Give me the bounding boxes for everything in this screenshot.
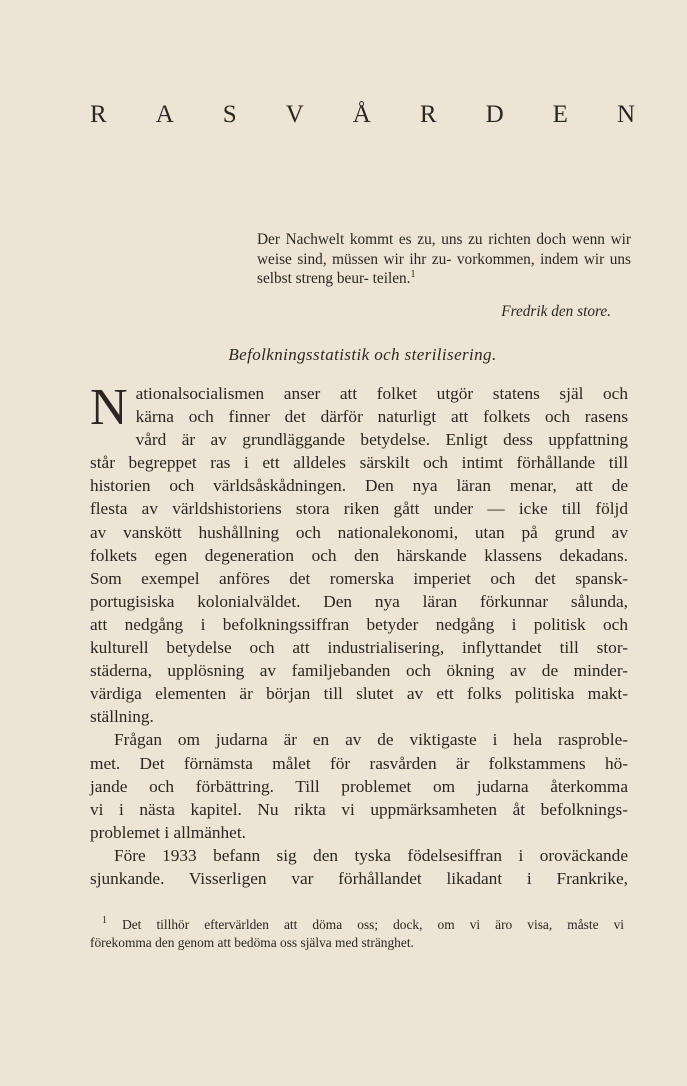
- title-letter: R: [419, 101, 437, 128]
- epigraph-line: teilen.: [372, 270, 411, 288]
- epigraph-line: doch wenn wir weise sind, müssen wir ihr zu-: [257, 231, 631, 268]
- epigraph-quote: [257, 230, 631, 289]
- paragraph-1: [90, 379, 628, 728]
- title-letter: D: [485, 101, 504, 128]
- title-letter: A: [155, 101, 174, 128]
- body-text: [90, 379, 628, 890]
- drop-cap: N: [90, 379, 128, 436]
- text-line: att nedgång i befolkningssiffran betyder nedgång i politisk och: [90, 614, 628, 634]
- footnote-mark: 1: [102, 915, 107, 926]
- text-line: städerna, upplösning av familjebanden och ökning av de minder-: [90, 661, 628, 681]
- section-heading: Befolkningsstatistik och sterilisering.: [228, 345, 497, 364]
- text-line: ställning.: [90, 707, 154, 727]
- footnote-text: Det tillhör eftervärlden att döma oss; dock, om vi äro visa, måste vi: [122, 917, 624, 932]
- text-line: portugisiska kolonialväldet. Den nya läran förkunnar sålunda,: [90, 591, 628, 611]
- title-letter: Å: [352, 101, 371, 128]
- text-line: av vanskött hushållning och nationalekonomi, utan på grund av: [90, 522, 628, 542]
- text-line: sjunkande. Visserligen var förhållandet likadant i Frankrike,: [90, 868, 628, 888]
- epigraph-line: vorkommen, indem wir uns selbst streng beur-: [257, 250, 631, 288]
- text-line: problemet i allmänhet.: [90, 822, 246, 842]
- footnote: [90, 916, 624, 951]
- text-line: Som exempel anföres det romerska imperiet och det spansk-: [90, 568, 628, 588]
- text-line: Före 1933 befann sig den tyska födelsesiffran i oroväckande: [114, 845, 628, 865]
- text-line: flesta av världshistoriens stora riken gått under — icke till följd: [90, 499, 628, 519]
- text-line: står begreppet ras i ett alldeles särskilt och intimt förhållande till: [90, 453, 628, 473]
- title-letter: R: [90, 101, 107, 128]
- text-line: historien och världsåskådningen. Den nya läran menar, att de: [90, 476, 628, 496]
- text-line: kulturell betydelse och att industrialisering, inflyttandet till stor-: [90, 638, 628, 658]
- title-letter: E: [552, 101, 568, 128]
- title-letter: S: [222, 101, 237, 128]
- text-line: kärna och finner det därför naturligt att folkets och rasens: [135, 407, 628, 427]
- text-line: vi i nästa kapitel. Nu rikta vi uppmärksamheten åt befolknings-: [90, 799, 628, 819]
- epigraph-attribution: Fredrik den store.: [501, 303, 611, 320]
- chapter-title: [90, 101, 635, 129]
- text-line: vård är av grundläggande betydelse. Enligt dess uppfattning: [135, 430, 628, 450]
- paragraph-2: [90, 728, 628, 843]
- epigraph-line: Der Nachwelt kommt es zu, uns zu richten: [257, 231, 531, 248]
- paragraph-3: [90, 844, 628, 890]
- text-line: ationalsocialismen anser att folket utgör statens själ och: [135, 384, 628, 403]
- text-line: met. Det förnämsta målet för rasvården är folkstammens hö-: [90, 753, 628, 773]
- footnote-line: [90, 916, 624, 934]
- text-line: folkets egen degeneration och den härskande klassens dekadans.: [90, 545, 628, 565]
- text-line: Frågan om judarna är en av de viktigaste i hela rasproble-: [114, 730, 628, 750]
- text-line: värdiga elementen är början till slutet av ett folks politiska makt-: [90, 684, 628, 704]
- title-letter: N: [616, 101, 635, 128]
- title-letter: V: [285, 101, 304, 128]
- footnote-reference[interactable]: 1: [410, 269, 416, 281]
- footnote-line: förekomma den genom att bedöma oss själva med stränghet.: [90, 934, 414, 950]
- text-line: jande och förbättring. Till problemet om judarna återkomma: [90, 776, 628, 796]
